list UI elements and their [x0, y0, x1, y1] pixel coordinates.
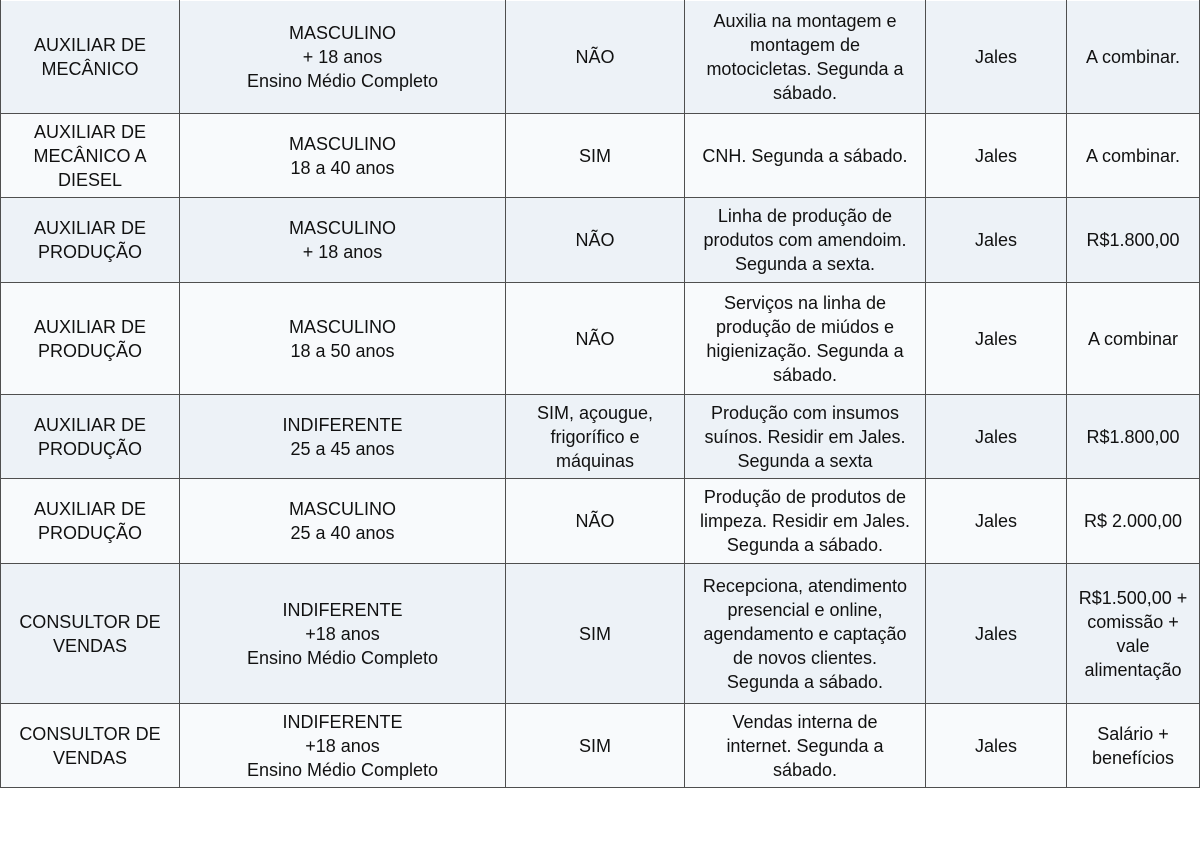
- profile-cell: INDIFERENTE +18 anos Ensino Médio Completo: [180, 564, 506, 704]
- experience-cell: NÃO: [506, 479, 685, 564]
- salary-cell: A combinar.: [1067, 114, 1200, 198]
- salary-cell: R$1.800,00: [1067, 198, 1200, 283]
- job-title-cell: AUXILIAR DE PRODUÇÃO: [1, 395, 180, 479]
- profile-cell: MASCULINO 18 a 40 anos: [180, 114, 506, 198]
- city-cell: Jales: [926, 395, 1067, 479]
- job-title-cell: AUXILIAR DE PRODUÇÃO: [1, 479, 180, 564]
- table-row: [1, 198, 1200, 283]
- salary-cell: A combinar.: [1067, 1, 1200, 114]
- table-row: [1, 704, 1200, 788]
- table-row: [1, 479, 1200, 564]
- profile-cell: INDIFERENTE +18 anos Ensino Médio Completo: [180, 704, 506, 788]
- salary-cell: R$1.800,00: [1067, 395, 1200, 479]
- experience-cell: SIM, açougue, frigorífico e máquinas: [506, 395, 685, 479]
- experience-cell: NÃO: [506, 198, 685, 283]
- experience-cell: NÃO: [506, 1, 685, 114]
- description-cell: Serviços na linha de produção de miúdos e higienização. Segunda a sábado.: [685, 283, 926, 395]
- profile-cell: MASCULINO 25 a 40 anos: [180, 479, 506, 564]
- description-cell: Produção de produtos de limpeza. Residir em Jales. Segunda a sábado.: [685, 479, 926, 564]
- description-cell: Produção com insumos suínos. Residir em Jales. Segunda a sexta: [685, 395, 926, 479]
- profile-cell: MASCULINO 18 a 50 anos: [180, 283, 506, 395]
- city-cell: Jales: [926, 283, 1067, 395]
- city-cell: Jales: [926, 479, 1067, 564]
- profile-cell: INDIFERENTE 25 a 45 anos: [180, 395, 506, 479]
- job-title-cell: AUXILIAR DE MECÂNICO: [1, 1, 180, 114]
- description-cell: CNH. Segunda a sábado.: [685, 114, 926, 198]
- experience-cell: SIM: [506, 564, 685, 704]
- table-row: [1, 395, 1200, 479]
- salary-cell: R$1.500,00 + comissão + vale alimentação: [1067, 564, 1200, 704]
- table-row: [1, 564, 1200, 704]
- salary-cell: Salário + benefícios: [1067, 704, 1200, 788]
- table-row: [1, 114, 1200, 198]
- city-cell: Jales: [926, 198, 1067, 283]
- job-title-cell: AUXILIAR DE PRODUÇÃO: [1, 198, 180, 283]
- description-cell: Vendas interna de internet. Segunda a sábado.: [685, 704, 926, 788]
- city-cell: Jales: [926, 704, 1067, 788]
- job-title-cell: CONSULTOR DE VENDAS: [1, 564, 180, 704]
- profile-cell: MASCULINO + 18 anos: [180, 198, 506, 283]
- table-row: [1, 1, 1200, 114]
- city-cell: Jales: [926, 114, 1067, 198]
- salary-cell: R$ 2.000,00: [1067, 479, 1200, 564]
- experience-cell: SIM: [506, 114, 685, 198]
- job-title-cell: AUXILIAR DE PRODUÇÃO: [1, 283, 180, 395]
- city-cell: Jales: [926, 564, 1067, 704]
- description-cell: Recepciona, atendimento presencial e online, agendamento e captação de novos clientes. Segunda a sábado.: [685, 564, 926, 704]
- description-cell: Linha de produção de produtos com amendoim. Segunda a sexta.: [685, 198, 926, 283]
- experience-cell: SIM: [506, 704, 685, 788]
- table-row: [1, 283, 1200, 395]
- salary-cell: A combinar: [1067, 283, 1200, 395]
- description-cell: Auxilia na montagem e montagem de motocicletas. Segunda a sábado.: [685, 1, 926, 114]
- profile-cell: MASCULINO + 18 anos Ensino Médio Completo: [180, 1, 506, 114]
- experience-cell: NÃO: [506, 283, 685, 395]
- city-cell: Jales: [926, 1, 1067, 114]
- job-title-cell: AUXILIAR DE MECÂNICO A DIESEL: [1, 114, 180, 198]
- job-title-cell: CONSULTOR DE VENDAS: [1, 704, 180, 788]
